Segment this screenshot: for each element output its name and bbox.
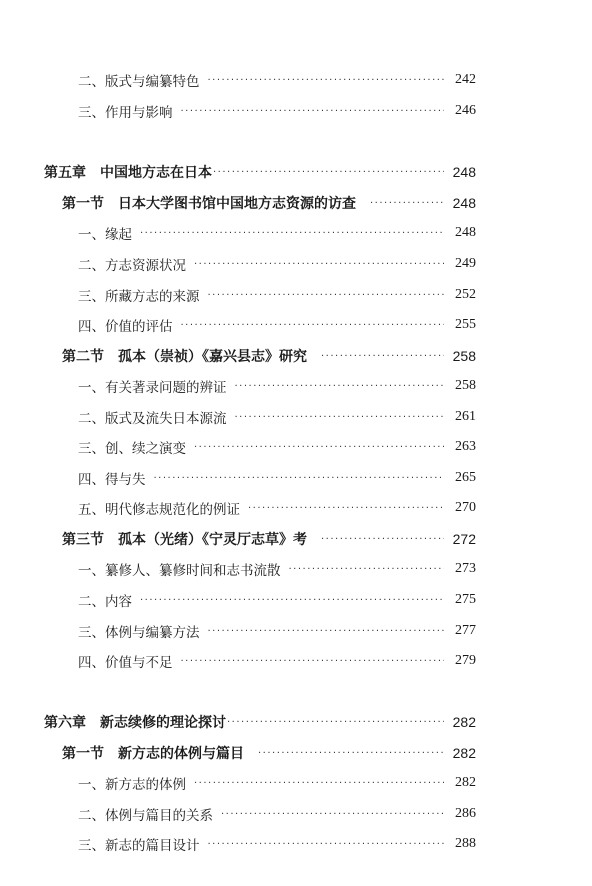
- toc-page-number: 248: [455, 225, 476, 240]
- toc-item-row: [78, 619, 476, 643]
- toc-item-title: 一、缘起: [78, 227, 132, 243]
- toc-item-title: 五、明代修志规范化的例证: [78, 502, 240, 518]
- dot-leader: [181, 106, 445, 117]
- toc-page-number: 246: [455, 103, 476, 118]
- toc-item-title: 四、得与失: [78, 472, 146, 488]
- toc-page-number: 249: [455, 256, 476, 271]
- toc-item-row: [78, 283, 476, 307]
- toc-item-title: 二、体例与篇目的关系: [78, 808, 213, 824]
- toc-chapter-title: 第六章 新志续修的理论探讨: [44, 715, 226, 731]
- toc-item-title: 二、版式与编纂特色: [78, 74, 200, 90]
- dot-leader: [227, 717, 444, 728]
- toc-item-row: [78, 466, 476, 490]
- toc-section-row: [62, 527, 476, 551]
- dot-leader: [235, 381, 445, 392]
- dot-leader: [321, 351, 444, 362]
- dot-leader: [289, 564, 445, 575]
- toc-item-row: [78, 649, 476, 673]
- toc-item-title: 三、所藏方志的来源: [78, 289, 200, 305]
- toc-item-row: [78, 68, 476, 92]
- dot-leader: [140, 595, 444, 606]
- dot-leader: [235, 412, 445, 423]
- dot-leader: [181, 320, 445, 331]
- toc-item-title: 二、方志资源状况: [78, 258, 186, 274]
- toc-chapter-row: [44, 160, 476, 184]
- dot-leader: [181, 656, 445, 667]
- toc-page-number: 248: [452, 164, 476, 180]
- dot-leader: [140, 228, 444, 239]
- toc-item-title: 二、版式及流失日本源流: [78, 411, 227, 427]
- dot-leader: [208, 626, 445, 637]
- toc-section-title: 第三节 孤本（光绪）《宁灵厅志草》考: [62, 532, 307, 548]
- toc-chapter-title: 第五章 中国地方志在日本: [44, 165, 212, 181]
- dot-leader: [258, 748, 444, 759]
- dot-leader: [208, 290, 445, 301]
- toc-item-title: 二、内容: [78, 594, 132, 610]
- dot-leader: [248, 503, 444, 514]
- toc-page-number: 282: [455, 775, 476, 790]
- dot-leader: [221, 809, 444, 820]
- toc-item-title: 一、纂修人、纂修时间和志书流散: [78, 563, 281, 579]
- toc-page-number: 242: [455, 72, 476, 87]
- toc-item-row: [78, 557, 476, 581]
- toc-page-number: 258: [455, 378, 476, 393]
- dot-leader: [154, 473, 445, 484]
- toc-item-title: 三、作用与影响: [78, 105, 173, 121]
- toc-section-row: [62, 344, 476, 368]
- dot-leader: [194, 442, 444, 453]
- dot-leader: [213, 167, 444, 178]
- toc-section-row: [62, 191, 476, 215]
- toc-item-title: 四、价值的评估: [78, 319, 173, 335]
- toc-page-number: 252: [455, 287, 476, 302]
- toc-item-title: 一、有关著录问题的辨证: [78, 380, 227, 396]
- dot-leader: [370, 198, 444, 209]
- toc-item-row: [78, 221, 476, 245]
- toc-item-row: [78, 252, 476, 276]
- toc-item-row: [78, 802, 476, 826]
- toc-page-number: 258: [452, 348, 476, 364]
- toc-item-row: [78, 588, 476, 612]
- toc-page-number: 277: [455, 623, 476, 638]
- toc-chapter-row: [44, 710, 476, 734]
- toc-item-title: 一、新方志的体例: [78, 777, 186, 793]
- toc-page-number: 273: [455, 561, 476, 576]
- toc-section-row: [62, 741, 476, 765]
- toc-item-row: [78, 435, 476, 459]
- toc-page-number: 279: [455, 653, 476, 668]
- toc-page-number: 275: [455, 592, 476, 607]
- toc-page-number: 265: [455, 470, 476, 485]
- toc-page-number: 286: [455, 806, 476, 821]
- dot-leader: [321, 534, 444, 545]
- toc-item-title: 三、新志的篇目设计: [78, 838, 200, 854]
- toc-item-row: [78, 374, 476, 398]
- toc-item-row: [78, 496, 476, 520]
- toc-page-number: 282: [452, 714, 476, 730]
- toc-item-row: [78, 405, 476, 429]
- toc-item-title: 三、体例与编纂方法: [78, 625, 200, 641]
- toc-page-number: 288: [455, 836, 476, 851]
- dot-leader: [208, 75, 445, 86]
- toc-page-number: 270: [455, 500, 476, 515]
- toc-section-title: 第一节 新方志的体例与篇目: [62, 746, 244, 762]
- toc-item-title: 三、创、续之演变: [78, 441, 186, 457]
- toc-page-number: 261: [455, 409, 476, 424]
- toc-page-number: 248: [452, 195, 476, 211]
- toc-item-row: [78, 313, 476, 337]
- toc-item-title: 四、价值与不足: [78, 655, 173, 671]
- dot-leader: [208, 839, 445, 850]
- toc-item-row: [78, 832, 476, 856]
- toc-item-row: [78, 771, 476, 795]
- toc-page-number: 255: [455, 317, 476, 332]
- dot-leader: [194, 259, 444, 270]
- toc-section-title: 第二节 孤本（崇祯）《嘉兴县志》研究: [62, 349, 307, 365]
- toc-page-number: 282: [452, 745, 476, 761]
- toc-page-number: 263: [455, 439, 476, 454]
- toc-section-title: 第一节 日本大学图书馆中国地方志资源的访查: [62, 196, 356, 212]
- toc-page-number: 272: [452, 531, 476, 547]
- dot-leader: [194, 778, 444, 789]
- toc-item-row: [78, 99, 476, 123]
